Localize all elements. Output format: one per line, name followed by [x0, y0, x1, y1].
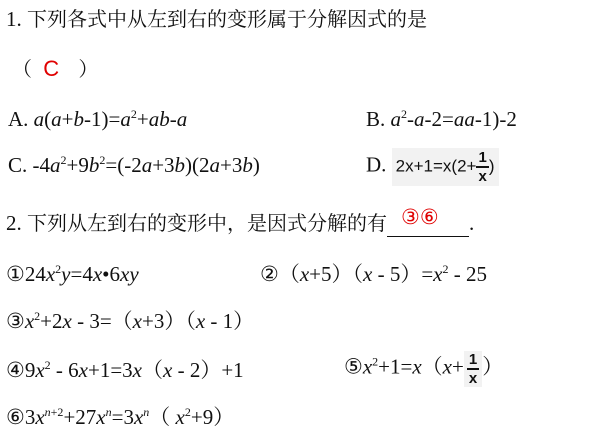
item-2: ②（x+5）（x - $5)=x^2 - 25$	[260, 262, 487, 286]
item-5-fraction-numerator: 1	[468, 351, 478, 368]
option-a-label: A.	[8, 107, 29, 131]
question-2-number: 2.	[6, 211, 22, 235]
option-d	[366, 148, 499, 186]
option-d-expression	[392, 148, 499, 186]
item-4: $④9x^2 - 6x+1=3x(x - 2)+1$	[6, 358, 244, 382]
item-5-fraction	[467, 352, 479, 386]
option-d-text: 2x+1=x(2+	[395, 156, 477, 176]
option-b-label: B.	[366, 107, 386, 131]
item-5-fraction-denominator: x	[468, 370, 478, 387]
option-d-fraction	[476, 150, 488, 184]
answer-paren-close: ）	[78, 57, 99, 81]
question-1-text: 下列各式中从左到右的变形属于分解因式的是	[27, 7, 427, 31]
option-c-label: C.	[8, 153, 28, 177]
option-d-label: D.	[366, 152, 387, 177]
option-d-close: )	[488, 156, 495, 176]
question-2-answer: ③⑥	[401, 205, 439, 229]
question-1-answer-line	[12, 56, 98, 82]
option-a	[8, 106, 187, 132]
question-2-text: 下列从左到右的变形中，是因式分解的有	[27, 211, 387, 235]
item-5-fraction-box	[464, 351, 482, 387]
option-b	[366, 106, 517, 132]
question-2-end: .	[469, 211, 475, 235]
fraction-numerator: 1	[478, 149, 487, 166]
item-6: $⑥3x^{n+2}+27x^n=3x^n$（ $x^2+9$）	[6, 405, 235, 429]
question-1-stem	[6, 6, 427, 32]
option-a-expression: $a(a+b-1)=a^2+ab-a$	[33, 107, 188, 131]
option-c	[8, 152, 260, 178]
option-b-expression: $a^2-a-2=aa-1)-2$	[390, 107, 517, 131]
question-1-answer: C	[43, 56, 60, 81]
item-5: $⑤x^2+1=x(x+$ $\frac{1}{x}$ ）	[344, 351, 504, 387]
answer-paren-open: （	[12, 57, 32, 81]
fraction-denominator: x	[478, 168, 487, 185]
question-1-number: 1.	[6, 7, 22, 31]
option-c-expression: $-4a^2+9b^2=(-2a+3b)(2a+3b)$	[32, 153, 260, 177]
item-1: $①24x^2y=4x•6xy$	[6, 262, 139, 286]
question-2-stem	[6, 205, 475, 237]
answer-blank	[387, 205, 469, 237]
item-3: $③x^2+2x - 3=(x+3)(x - 1)$	[6, 309, 255, 333]
